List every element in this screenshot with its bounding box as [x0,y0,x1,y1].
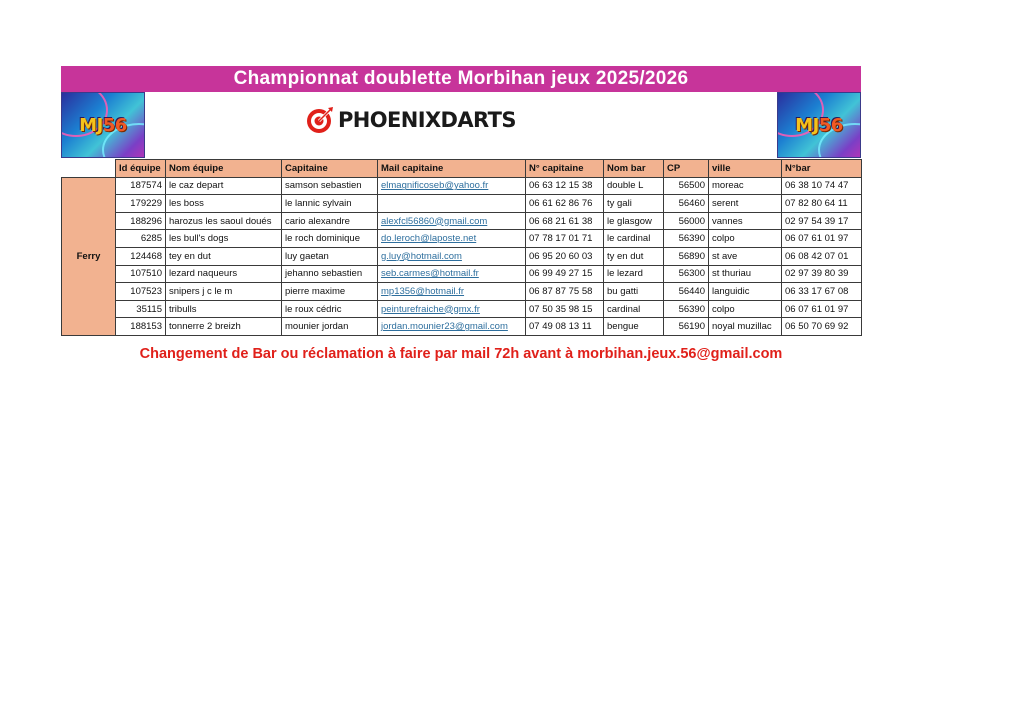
cell-phone: 06 61 62 86 76 [526,195,604,213]
table-row [62,247,862,265]
phoenix-wordmark: PHOENIXDARTS [338,108,516,132]
header-city: ville [709,160,782,178]
cell-team: harozus les saoul doués [166,212,282,230]
cell-team: snipers j c le m [166,283,282,301]
cell-cp: 56300 [664,265,709,283]
teams-table [61,159,862,336]
cell-phone: 06 87 87 75 58 [526,283,604,301]
cell-bar: double L [604,177,664,195]
cell-mail[interactable]: alexfcl56860@gmail.com [378,212,526,230]
cell-team: tey en dut [166,247,282,265]
cell-phone: 07 50 35 98 15 [526,300,604,318]
mj56-logo-left [61,92,145,158]
cell-city: moreac [709,177,782,195]
header-blank [62,160,116,178]
cell-id: 179229 [116,195,166,213]
cell-phone: 07 78 17 01 71 [526,230,604,248]
cell-id: 6285 [116,230,166,248]
cell-captain: samson sebastien [282,177,378,195]
group-label: Ferry [62,177,116,335]
cell-city: vannes [709,212,782,230]
cell-bar: cardinal [604,300,664,318]
header-phone: N° capitaine [526,160,604,178]
phoenix-target-icon [306,106,334,134]
cell-phone: 06 99 49 27 15 [526,265,604,283]
cell-bar: le cardinal [604,230,664,248]
cell-barphone: 07 82 80 64 11 [782,195,862,213]
cell-cp: 56390 [664,230,709,248]
table-row [62,230,862,248]
cell-mail[interactable]: do.leroch@laposte.net [378,230,526,248]
cell-captain: luy gaetan [282,247,378,265]
cell-id: 124468 [116,247,166,265]
cell-barphone: 06 38 10 74 47 [782,177,862,195]
cell-barphone: 06 08 42 07 01 [782,247,862,265]
cell-mail[interactable]: jordan.mounier23@gmail.com [378,318,526,336]
cell-barphone: 06 50 70 69 92 [782,318,862,336]
cell-cp: 56000 [664,212,709,230]
phoenixdarts-logo [306,105,516,135]
cell-barphone: 06 33 17 67 08 [782,283,862,301]
table-body [62,177,862,335]
cell-phone: 07 49 08 13 11 [526,318,604,336]
cell-cp: 56890 [664,247,709,265]
header-team: Nom équipe [166,160,282,178]
cell-mail [378,195,526,213]
cell-barphone: 02 97 39 80 39 [782,265,862,283]
cell-team: tonnerre 2 breizh [166,318,282,336]
cell-phone: 06 68 21 61 38 [526,212,604,230]
cell-team: le caz depart [166,177,282,195]
table-header-row [62,160,862,178]
cell-captain: pierre maxime [282,283,378,301]
table-row [62,300,862,318]
cell-team: tribulls [166,300,282,318]
logo-banner [61,92,861,159]
cell-city: languidic [709,283,782,301]
header-captain: Capitaine [282,160,378,178]
notice-text: Changement de Bar ou réclamation à faire par mail 72h avant à morbihan.jeux.56@gmail.com [139,345,783,362]
mj56-text: MJ56 [79,115,127,136]
cell-captain: jehanno sebastien [282,265,378,283]
cell-bar: ty en dut [604,247,664,265]
cell-barphone: 06 07 61 01 97 [782,230,862,248]
table-row [62,265,862,283]
cell-barphone: 02 97 54 39 17 [782,212,862,230]
cell-bar: bu gatti [604,283,664,301]
header-mail: Mail capitaine [378,160,526,178]
cell-city: serent [709,195,782,213]
table-row [62,195,862,213]
cell-city: st ave [709,247,782,265]
header-id: Id équipe [116,160,166,178]
cell-id: 35115 [116,300,166,318]
cell-mail[interactable]: mp1356@hotmail.fr [378,283,526,301]
cell-captain: cario alexandre [282,212,378,230]
cell-cp: 56500 [664,177,709,195]
cell-captain: le roux cédric [282,300,378,318]
table-row [62,318,862,336]
cell-id: 188296 [116,212,166,230]
sheet [61,66,861,362]
cell-city: colpo [709,300,782,318]
cell-bar: le glasgow [604,212,664,230]
cell-bar: bengue [604,318,664,336]
table-row [62,283,862,301]
cell-team: les bull's dogs [166,230,282,248]
cell-city: st thuriau [709,265,782,283]
mj56-logo-right [777,92,861,158]
cell-cp: 56390 [664,300,709,318]
cell-captain: le lannic sylvain [282,195,378,213]
cell-cp: 56460 [664,195,709,213]
header-barphone: N°bar [782,160,862,178]
cell-captain: mounier jordan [282,318,378,336]
cell-mail[interactable]: peinturefraiche@gmx.fr [378,300,526,318]
cell-id: 107510 [116,265,166,283]
header-bar: Nom bar [604,160,664,178]
cell-barphone: 06 07 61 01 97 [782,300,862,318]
cell-cp: 56440 [664,283,709,301]
table-row [62,177,862,195]
cell-bar: le lezard [604,265,664,283]
cell-phone: 06 63 12 15 38 [526,177,604,195]
cell-mail[interactable]: elmagnificoseb@yahoo.fr [378,177,526,195]
cell-phone: 06 95 20 60 03 [526,247,604,265]
cell-mail[interactable]: seb.carmes@hotmail.fr [378,265,526,283]
cell-id: 187574 [116,177,166,195]
cell-id: 188153 [116,318,166,336]
cell-team: les boss [166,195,282,213]
cell-captain: le roch dominique [282,230,378,248]
page-title: Championnat doublette Morbihan jeux 2025/2026 [61,66,861,92]
mj56-text: MJ56 [795,115,843,136]
cell-bar: ty gali [604,195,664,213]
cell-cp: 56190 [664,318,709,336]
cell-city: noyal muzillac [709,318,782,336]
cell-id: 107523 [116,283,166,301]
cell-mail[interactable]: g.luy@hotmail.com [378,247,526,265]
cell-team: lezard naqueurs [166,265,282,283]
cell-city: colpo [709,230,782,248]
table-row [62,212,862,230]
header-cp: CP [664,160,709,178]
